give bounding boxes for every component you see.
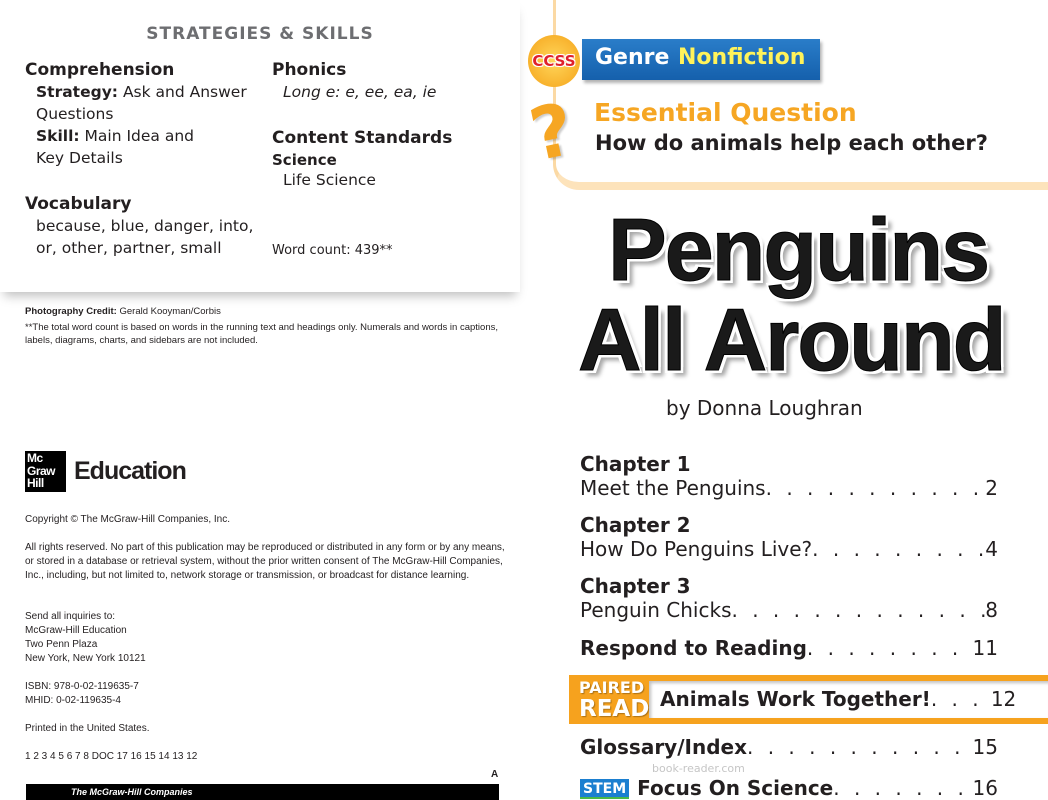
comprehension-heading: Comprehension bbox=[25, 60, 175, 80]
page-number: 8 bbox=[985, 598, 998, 622]
address-line: Two Penn Plaza bbox=[25, 639, 98, 650]
mhid: MHID: 0-02-119635-4 bbox=[25, 695, 121, 706]
vocabulary-heading: Vocabulary bbox=[25, 194, 132, 214]
chapter-label: Chapter 1 bbox=[580, 452, 691, 476]
page-number: 12 bbox=[990, 687, 1017, 711]
comprehension-section bbox=[25, 60, 247, 169]
toc-chapter[interactable] bbox=[580, 574, 998, 622]
vocabulary-section bbox=[25, 194, 253, 259]
photo-credit-label: Photography Credit: bbox=[25, 306, 117, 317]
print-line: 1 2 3 4 5 6 7 8 DOC 17 16 15 14 13 12 bbox=[25, 751, 198, 762]
address-line: McGraw-Hill Education bbox=[25, 625, 127, 636]
vocab-line: because, blue, danger, into, bbox=[36, 217, 254, 235]
vocab-line: or, other, partner, small bbox=[36, 239, 222, 257]
skill-cont: Key Details bbox=[36, 149, 123, 167]
chapter-label: Chapter 2 bbox=[580, 513, 691, 537]
skills-title: STRATEGIES & SKILLS bbox=[146, 24, 374, 44]
page-letter: A bbox=[491, 769, 499, 780]
author: by Donna Loughran bbox=[666, 396, 863, 420]
page-number: 16 bbox=[972, 777, 998, 800]
isbn: ISBN: 978-0-02-119635-7 bbox=[25, 681, 139, 692]
stem-title: Focus On Science bbox=[637, 777, 834, 800]
toc-glossary[interactable] bbox=[580, 735, 998, 759]
strategy-label: Strategy: bbox=[36, 83, 118, 101]
credits bbox=[25, 305, 505, 347]
essential-question-label: Essential Question bbox=[594, 98, 857, 127]
word-count-note: **The total word count is based on words in the running text and headings only. Numerals and words in captions, labels, diagrams, charts, and sidebars are not included. bbox=[25, 322, 498, 346]
page-number: 15 bbox=[972, 735, 998, 759]
toc-respond[interactable] bbox=[580, 636, 998, 660]
content-standards-section bbox=[272, 128, 452, 191]
genre-banner bbox=[582, 39, 820, 80]
page-number: 4 bbox=[985, 537, 998, 561]
respond-title: Respond to Reading bbox=[580, 636, 807, 660]
printed-in: Printed in the United States. bbox=[25, 723, 150, 734]
chapter-title: Meet the Penguins bbox=[580, 476, 766, 500]
content-area: Life Science bbox=[283, 171, 376, 189]
watermark: book-reader.com bbox=[652, 762, 745, 775]
badge-line: READ bbox=[579, 696, 650, 722]
book-title-line2: All Around bbox=[578, 290, 1005, 389]
page-number: 11 bbox=[972, 636, 998, 660]
identifiers bbox=[25, 680, 505, 708]
skill-label: Skill: bbox=[36, 127, 80, 145]
footer-bar: The McGraw-Hill Companies bbox=[26, 784, 499, 800]
phonics-line: Long e: e, ee, ea, ie bbox=[283, 83, 437, 101]
strategy: Ask and Answer bbox=[122, 83, 247, 101]
toc-stem[interactable] bbox=[580, 777, 998, 800]
book-title-line1: Penguins bbox=[608, 200, 989, 299]
address bbox=[25, 610, 505, 666]
mcgraw-hill-logo: Mc Graw Hill bbox=[25, 451, 66, 492]
strategy-cont: Questions bbox=[36, 105, 114, 123]
logo-education: Education bbox=[74, 457, 186, 485]
genre-frame bbox=[553, 0, 1048, 190]
genre-label: Genre bbox=[595, 45, 670, 70]
page-number: 2 bbox=[985, 476, 998, 500]
chapter-title: Penguin Chicks bbox=[580, 598, 732, 622]
phonics-heading: Phonics bbox=[272, 60, 347, 80]
chapter-title: How Do Penguins Live? bbox=[580, 537, 813, 561]
rights-statement: All rights reserved. No part of this publication may be reproduced or distributed in any form or by any means, or stored in a database or retrieval system, without the prior written consent of The McGraw-Hill Companies, Inc., including, but not limited to, network storage or transmission, or broadcast for distance learning. bbox=[25, 542, 505, 581]
chapter-label: Chapter 3 bbox=[580, 574, 691, 598]
badge-line: PAIRED bbox=[579, 678, 645, 697]
phonics-section bbox=[272, 60, 436, 103]
genre-value: Nonfiction bbox=[678, 45, 806, 70]
stem-badge: STEM bbox=[580, 779, 629, 799]
photo-credit: Gerald Kooyman/Corbis bbox=[119, 306, 221, 317]
address-line: New York, New York 10121 bbox=[25, 653, 146, 664]
toc-chapter[interactable] bbox=[580, 452, 998, 500]
copyright: Copyright © The McGraw-Hill Companies, Inc. bbox=[25, 514, 231, 525]
glossary-title: Glossary/Index bbox=[580, 735, 747, 759]
paired-read-banner[interactable] bbox=[569, 675, 1048, 724]
address-line: Send all inquiries to: bbox=[25, 611, 116, 622]
content-subject: Science bbox=[272, 151, 337, 169]
word-count: Word count: 439** bbox=[272, 243, 393, 258]
question-mark-icon: ? bbox=[522, 86, 582, 178]
paired-read-badge bbox=[579, 678, 649, 721]
skill: Main Idea and bbox=[84, 127, 195, 145]
toc-chapter[interactable] bbox=[580, 513, 998, 561]
strategies-skills-box bbox=[0, 0, 520, 292]
paired-title: Animals Work Together! bbox=[660, 687, 931, 711]
ccss-badge: CCSS bbox=[528, 35, 580, 87]
essential-question: How do animals help each other? bbox=[595, 131, 988, 155]
content-standards-heading: Content Standards bbox=[272, 128, 453, 148]
